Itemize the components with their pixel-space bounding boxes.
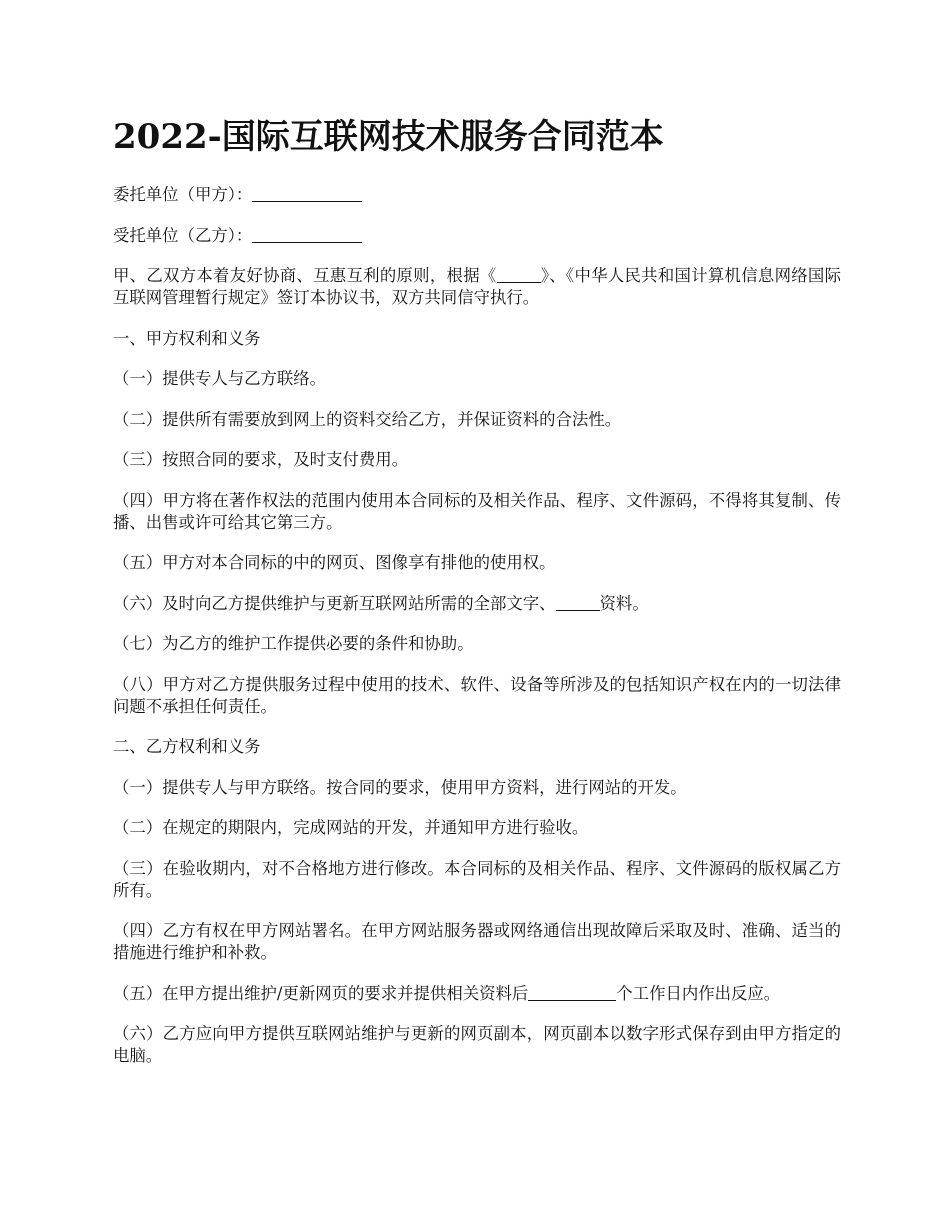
section2-heading: 二、乙方权利和义务 [113, 737, 261, 756]
document-title: 2022-国际互联网技术服务合同范本 [113, 117, 664, 157]
s2-item5-text-1: （五）在甲方提出维护/更新网页的要求并提供相关资料后 [113, 983, 529, 1003]
party-a-blank [252, 185, 362, 202]
section1-item: （八）甲方对乙方提供服务过程中使用的技术、软件、设备等所涉及的包括知识产权在内的一切法律问题不承担任何责任。 [113, 674, 841, 716]
s2-item5-blank [528, 983, 616, 1000]
document-body [113, 112, 841, 1086]
section2-item-6: （六）乙方应向甲方提供互联网站维护与更新的网页副本，网页副本以数字形式保存到由甲方指定的电脑。 [113, 1024, 841, 1065]
section1-heading: 一、甲方权利和义务 [113, 328, 261, 348]
s1-item6-text-2: 资料。 [599, 593, 649, 613]
s1-item6-text-1: （六）及时向乙方提供维护与更新互联网站所需的全部文字、 [113, 593, 556, 613]
party-b-blank [252, 225, 362, 242]
section2-item-5 [113, 983, 841, 1005]
section1-item: （二）提供所有需要放到网上的资料交给乙方，并保证资料的合法性。 [113, 409, 622, 429]
s2-item5-text-2: 个工作日内作出反应。 [616, 983, 781, 1003]
intro-law-blank [497, 266, 541, 283]
intro-text-1: 甲、乙双方本着友好协商、互惠互利的原则，根据《 [113, 266, 497, 285]
section1-item: （一）提供专人与乙方联络。 [113, 369, 327, 388]
intro-text-2: 》、《中华人民共和国计算机信息网络国际互联网管理暂行规定》签订本协议书，双方共同信守执行。 [113, 266, 841, 307]
section2-item: （四）乙方有权在甲方网站署名。在甲方网站服务器或网络通信出现故障后采取及时、准确、适当的措施进行维护和补救。 [113, 921, 841, 962]
party-a-label: 委托单位（甲方）： [113, 185, 253, 204]
section2-item: （三）在验收期内，对不合格地方进行修改。本合同标的及相关作品、程序、文件源码的版权属乙方所有。 [113, 858, 841, 900]
section1-item-6 [113, 593, 841, 615]
section2-item: （一）提供专人与甲方联络。按合同的要求，使用甲方资料，进行网站的开发。 [113, 777, 687, 797]
party-a-line [113, 184, 841, 206]
section1-item: （四）甲方将在著作权法的范围内使用本合同标的及相关作品、程序、文件源码，不得将其复制、传播、出售或许可给其它第三方。 [113, 490, 841, 532]
party-b-line [113, 225, 841, 247]
intro-paragraph [113, 265, 841, 309]
section1-item: （三）按照合同的要求，及时支付费用。 [113, 450, 409, 469]
section1-item: （五）甲方对本合同标的中的网页、图像享有排他的使用权。 [113, 553, 556, 572]
s1-item6-blank [556, 593, 600, 610]
section2-item: （二）在规定的期限内，完成网站的开发，并通知甲方进行验收。 [113, 818, 589, 837]
section1-item: （七）为乙方的维护工作提供必要的条件和协助。 [113, 634, 474, 653]
party-b-label: 受托单位（乙方）： [113, 225, 253, 245]
